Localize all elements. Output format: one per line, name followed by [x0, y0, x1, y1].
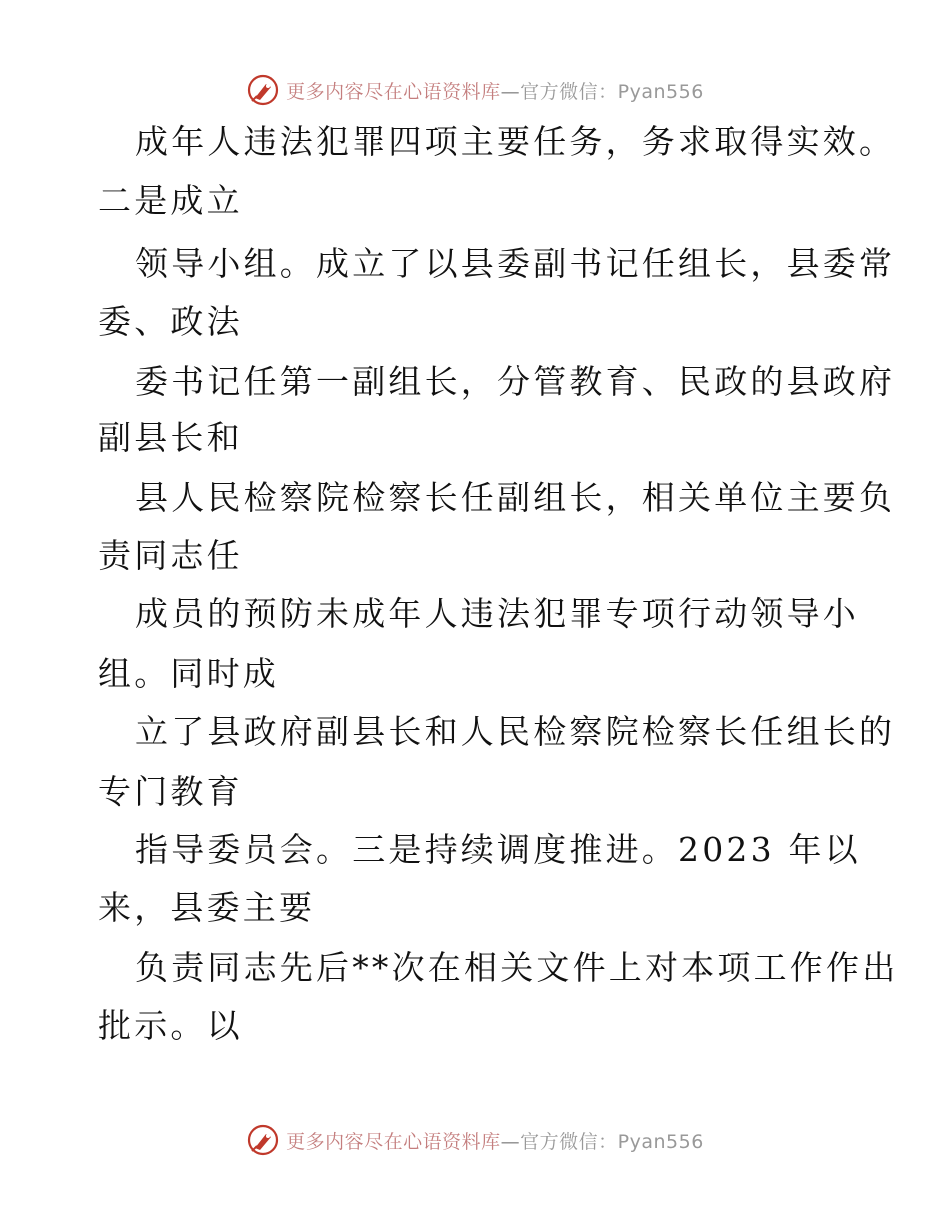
- watermark-contact: 官方微信：Pyan556: [520, 80, 704, 103]
- paragraph-line: 委、政法: [98, 302, 243, 341]
- paragraph-line: 成年人违法犯罪四项主要任务，务求取得实效。: [135, 122, 896, 161]
- pen-nib-logo-icon: [246, 1123, 280, 1157]
- paragraph-line: 负责同志先后**次在相关文件上对本项工作作出: [135, 948, 899, 987]
- paragraph-line: 成员的预防未成年人违法犯罪专项行动领导小: [135, 594, 859, 633]
- watermark-main-text: 更多内容尽在心语资料库: [286, 1130, 501, 1153]
- paragraph-line: 副县长和: [98, 418, 243, 457]
- paragraph-line: 批示。以: [98, 1006, 243, 1045]
- header-watermark: [0, 70, 950, 110]
- paragraph-line: 立了县政府副县长和人民检察院检察长任组长的: [135, 712, 896, 751]
- watermark-text: [286, 77, 704, 104]
- watermark-text: [286, 1127, 704, 1154]
- paragraph-line: 委书记任第一副组长，分管教育、民政的县政府: [135, 362, 896, 401]
- watermark-contact: 官方微信：Pyan556: [520, 1130, 704, 1153]
- paragraph-line: 专门教育: [98, 772, 243, 811]
- paragraph-line: 指导委员会。三是持续调度推进。2023 年以: [135, 830, 861, 869]
- paragraph-line: 县人民检察院检察长任副组长，相关单位主要负: [135, 478, 896, 517]
- pen-nib-logo-icon: [246, 73, 280, 107]
- paragraph-line: 二是成立: [98, 181, 243, 220]
- watermark-main-text: 更多内容尽在心语资料库: [286, 80, 501, 103]
- footer-watermark: [0, 1120, 950, 1160]
- paragraph-line: 责同志任: [98, 536, 243, 575]
- paragraph-line: 领导小组。成立了以县委副书记任组长，县委常: [135, 244, 896, 283]
- watermark-separator: —: [500, 1130, 521, 1153]
- paragraph-line: 来，县委主要: [98, 888, 316, 927]
- paragraph-line: 组。同时成: [98, 654, 279, 693]
- watermark-separator: —: [500, 80, 521, 103]
